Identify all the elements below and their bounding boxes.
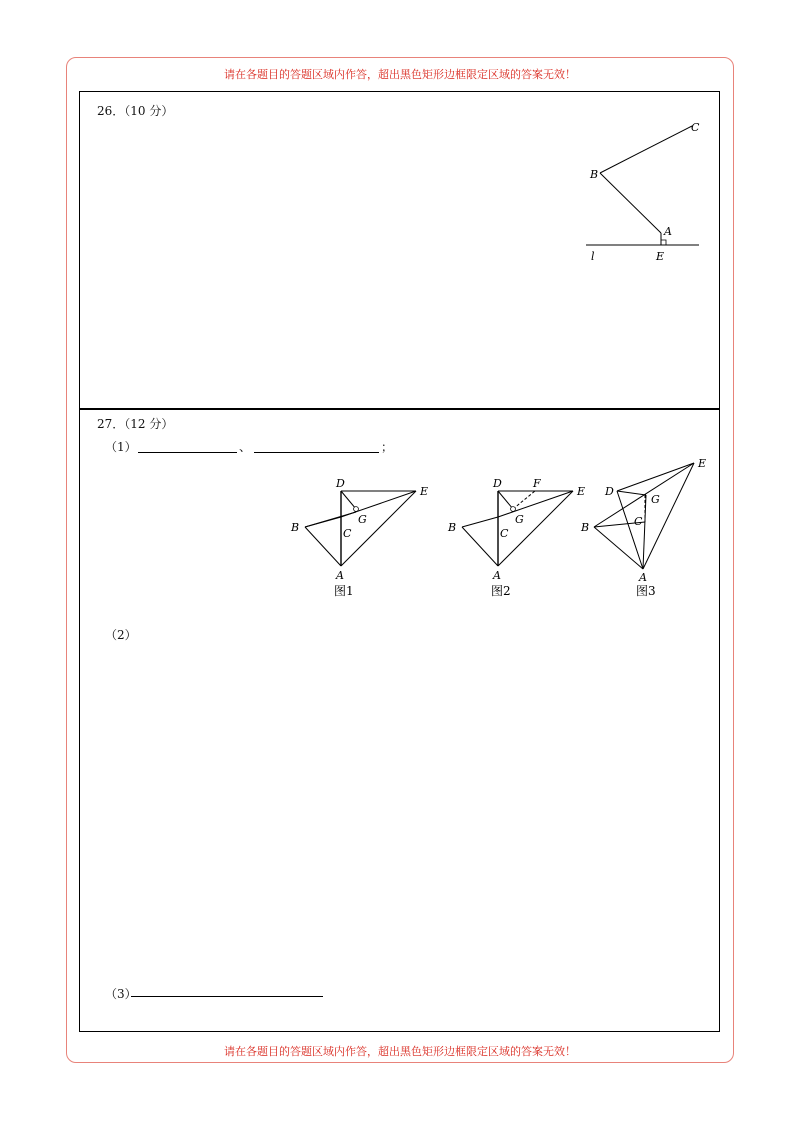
question-26-header: 26．（10 分）: [97, 104, 174, 118]
point-e-label: E: [656, 250, 665, 263]
question-26-figure: [80, 92, 721, 411]
figure-3: [580, 457, 706, 598]
question-27-figures: [80, 409, 721, 609]
point-a-label: A: [664, 225, 672, 238]
part-3-label: （3）: [105, 987, 137, 1001]
fig1-point-d-label: D: [336, 477, 345, 490]
figure-3-caption: 图3: [636, 584, 656, 598]
question-27-header: 27．（12 分）: [97, 417, 174, 431]
fig3-point-d-label: D: [605, 485, 614, 498]
fig3-point-b-label: B: [581, 521, 590, 534]
fig3-point-g-label: G: [651, 493, 660, 506]
question-27-answer-box[interactable]: [79, 408, 720, 1032]
part-3-blank[interactable]: [131, 996, 323, 997]
part-1-end-mark: ；: [381, 440, 394, 454]
line-l-label: l: [591, 250, 595, 263]
fig2-point-g-label: G: [515, 513, 524, 526]
fig2-point-f-label: F: [533, 477, 541, 490]
question-26-answer-box[interactable]: [79, 91, 720, 410]
fig1-point-e-label: E: [420, 485, 429, 498]
figure-2-caption: 图2: [491, 584, 511, 598]
fig2-point-c-label: C: [500, 527, 509, 540]
fig2-point-a-label: A: [493, 569, 501, 582]
fig3-point-e-label: E: [698, 457, 707, 470]
top-warning-text: 请在各题目的答题区域内作答，超出黑色矩形边框限定区域的答案无效！: [224, 68, 576, 81]
fig2-point-b-label: B: [448, 521, 457, 534]
fig2-point-d-label: D: [493, 477, 502, 490]
part-1-label: （1）: [105, 440, 137, 454]
fig3-point-c-label: C: [634, 515, 643, 528]
figure-2: [447, 477, 585, 598]
point-c-label: C: [691, 121, 700, 134]
part-2-label: （2）: [105, 628, 137, 642]
bottom-warning-text: 请在各题目的答题区域内作答，超出黑色矩形边框限定区域的答案无效！: [224, 1045, 576, 1058]
fig1-point-g-label: G: [358, 513, 367, 526]
figure-1: [290, 477, 428, 598]
part-1-separator: 、: [239, 440, 252, 454]
figure-1-caption: 图1: [334, 584, 354, 598]
fig1-point-b-label: B: [291, 521, 300, 534]
point-b-label: B: [590, 168, 599, 181]
fig1-point-c-label: C: [343, 527, 352, 540]
fig2-point-e-label: E: [577, 485, 586, 498]
fig1-point-a-label: A: [336, 569, 344, 582]
fig3-point-a-label: A: [639, 571, 647, 584]
